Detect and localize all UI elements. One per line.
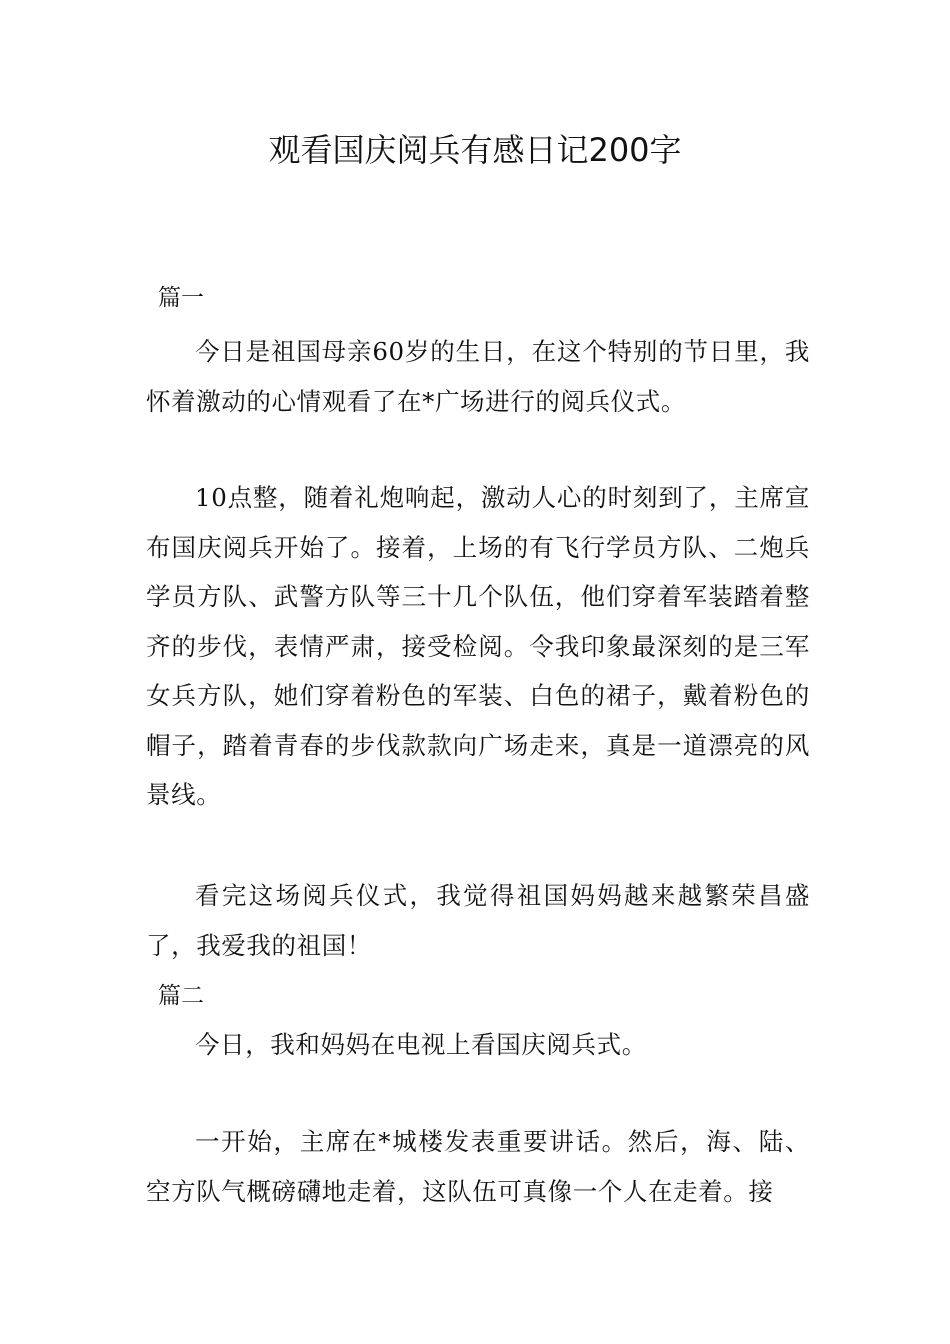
section-label-1: 篇一	[158, 285, 204, 311]
paragraph: 一开始，主席在*城楼发表重要讲话。然后，海、陆、空方队气概磅礴地走着，这队伍可真像一个人在走着。接	[146, 1127, 810, 1206]
paragraph: 10点整，随着礼炮响起，激动人心的时刻到了，主席宣布国庆阅兵开始了。接着，上场的有飞行学员方队、二炮兵学员方队、武警方队等三十几个队伍，他们穿着军装踏着整齐的步伐，表情严肃，接受检阅。令我印象最深刻的是三军女兵方队，她们穿着粉色的军装、白色的裙子，戴着粉色的帽子，踏着青春的步伐款款向广场走来，真是一道漂亮的风景线。	[146, 483, 810, 809]
paragraph: 今日，我和妈妈在电视上看国庆阅兵式。	[195, 1030, 647, 1059]
document-title: 观看国庆阅兵有感日记200字	[268, 131, 682, 169]
paragraph: 看完这场阅兵仪式，我觉得祖国妈妈越来越繁荣昌盛了，我爱我的祖国！	[146, 881, 810, 960]
section-label-2: 篇二	[158, 983, 204, 1009]
paragraph: 今日是祖国母亲60岁的生日，在这个特别的节日里，我怀着激动的心情观看了在*广场进行的阅兵仪式。	[146, 337, 810, 416]
